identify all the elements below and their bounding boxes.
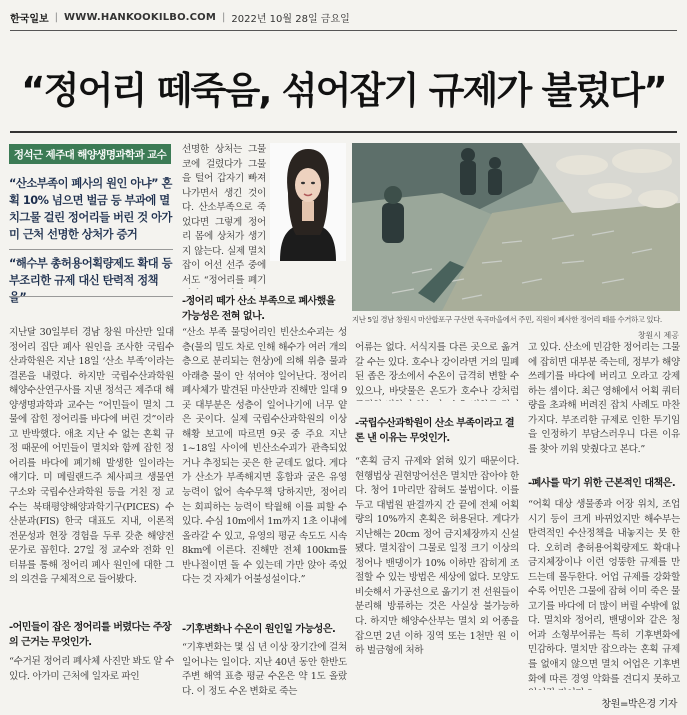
- headline-rule: [10, 131, 677, 133]
- question: -기후변화나 수온이 원인일 가능성은.: [182, 624, 336, 635]
- photo-caption: 지난 5일 경남 창원시 마산합포구 구산면 욱곡마을에서 주민, 직원이 폐사한 정어리 떼를 수거하고 있다.: [352, 315, 662, 324]
- photo-credit: 창원시 제공: [637, 331, 679, 340]
- answer-text: “기후변화는 몇 십 년 이상 장기간에 걸쳐 일어나는 일이다. 지난 40년 동안 한반도 주변 해역 표층 평균 수온은 약 1도 올랐다. 이 정도 수온 변화로 죽는: [182, 642, 347, 697]
- question: -정어리 떼가 산소 부족으로 폐사했을 가능성은 전혀 없나.: [182, 296, 335, 322]
- issue-date: 2022년 10월 28일 금요일: [231, 13, 350, 25]
- article-lead: 지난달 30일부터 경남 창원 마산만 일대 정어리 집단 폐사 원인을 조사한 국립수산과학원은 지난 18일 ‘산소 부족’이라는 결론을 내렸다. 하지만 국립수산과학원 해양수산연구사를 지낸 정석근 제주대 해양생명과학과 교수는 “어민들이 멸치 그물에 잡힌 정어리를 바다에 버린 것”이라고 반박했다. 애초 지난 수 없는 혼획 규정 때문에 어민들이 멸치와 함께 잡힌 정어리를 바다에 폐기해 발생한 일이라는 얘기다. 미 메릴랜드주 체사피크 생물연구소와 국립수산과학원 등을 거친 정 교수는 북태평양해양과학기구(PICES) 수산분과(FIS) 한국 대표도 지내, 이론적 전문성과 현장 경험을 두루 갖춘 해양전문가로 꼽힌다. 27일 정 교수와 전화 인터뷰를 통해 정어리 폐사 원인에 대한 그의 의견을 구체적으로 들어봤다.: [9, 327, 174, 586]
- answer-text: 어류는 없다. 서식지를 다른 곳으로 옮겨갈 수는 있다. 호수나 강이라면 거의 밀폐된 좁은 장소에서 수온이 급격히 변할 수 있으나, 바닷물은 온도가 호수나 강처럼: [355, 342, 519, 397]
- deck-primary: “산소부족이 폐사의 원인 아냐” 혼획 10% 넘으면 벌금 등 부과에 멸치그물 걸린 정어리들 버린 것 아가미 근처 선명한 상처가 증거: [9, 177, 172, 241]
- deck-secondary: “해수부 총허용어획량제도 확대 등 부조리한 규제 대신 탄력적 정책을”: [9, 257, 173, 304]
- question: -폐사를 막기 위한 근본적인 대책은.: [528, 478, 676, 489]
- question: -국립수산과학원이 산소 부족이라고 결론 낸 이유는 무엇인가.: [355, 418, 515, 444]
- newspaper-url[interactable]: WWW.HANKOOKILBO.COM: [64, 11, 217, 23]
- deck-divider: [9, 296, 173, 297]
- separator: |: [54, 11, 59, 23]
- interviewee-tag: 정석근 제주대 해양생명과학과 교수: [9, 144, 171, 164]
- answer-text: 선명한 상처는 그물코에 걸렸다가 그물을 털어 갑자기 빠져나가면서 생긴 것이다. 산소부족으로 죽었다면 그렇게 정어리 몸에 상처가 생기지 않는다. 실제 멸치잡이 어선 선주 중에서도 “정어리를 폐기: [182, 144, 266, 286]
- author-portrait: [270, 143, 346, 261]
- answer-text: “수거된 정어리 폐사체 사진만 봐도 알 수 있다. 아가미 근처에 일자로 파인: [9, 656, 174, 682]
- byline: 창원=박은경 기자: [601, 699, 677, 710]
- masthead-rule: [10, 30, 677, 31]
- question: -어민들이 잡은 정어리를 버렸다는 주장의 근거는 무엇인가.: [9, 622, 172, 648]
- answer-text: “혼획 금지 규제와 얽혀 있기 때문이다. 현행법상 권현망어선은 멸치만 잡아야 한다. 청어 1마리만 잡혀도 불법이다. 이를 두고 대법원 판결까지 간 끝에 전체 어획량의 10%까지 혼획은 허용된다. 게다가 지난해는 20cm 정어 금지체장까지 신설됐다. 멸치잡이 그물로 일정 크기 이상의 정어나 밴댕이가 10% 이하만 잡히게 조절할 수 있는 방법은 세상에 없다. 모양도 비슷해서 가공선으로 옮기기 전 선원들이 분리해 방류하는 것은 사실상 불가능하다. 하지만 해양수산부는 멸치 외 어종을 잡으면 2년 이하 징역 또는 1천만 원 이하 벌금형에 처하: [355, 456, 519, 657]
- answer-text: “어획 대상 생물종과 어장 위치, 조업시기 등이 크게 바뀌었지만 해수부는 탄력적인 수산정책을 내놓지는 못 한다. 오히려 총허용어획량제도 확대나 금지체장이나 이런 엉뚱한 규제를 만드는데 몰두한다. 어업 규제를 강화할수록 어민은 그물에 잡혀 이미 죽은 물고기를 바다에 더 많이 버릴 수밖에 없다. 멸치와 정어리, 밴댕이와 같은 청어과 소형부어류는 특히 기후변화에 민감하다. 멸치만 잡으라는 혼획 규제를 없애지 않으면 멸치 어업은 기후변화에 따른 경영 악화를 견디지 못하고: [528, 499, 680, 685]
- answer-text: 고 있다. 산소에 민감한 정어리는 그물에 잡히면 대부분 죽는데, 정부가 해양쓰레기를 바다에 버리고 오라고 강제하는 셈이다. 최근 영해에서 어획 쿼터량을 초과해 버려진 잡치 사례도 마찬가지다. 부조리한 규제로 인한 투기임을 인정하기 부담스러우니 다른 이유를 찾아 끼워 맞췄다고 본다.”: [528, 342, 680, 455]
- answer-text: “산소 부족 물덩어리인 빈산소수괴는 성층(물의 밀도 차로 인해 해수가 여러 개의 층으로 분리되는 현상)에 의해 위층 물과 아래층 물이 안 섞여야 일어난다. 정어리 폐사체가 발견된 마산만과 진해만 일대 9곳 대부분은 성층이 일어나기에 너무 얕은 곳이다. 실제 국립수산과학원의 이상해황 보고에 따르면 9곳 중 주요 지난 1~18일 사이에 빈산소수괴가 관측되었거나 추정되는 곳은 한 군데도 없다. 게다가 산소가 부족해지면 홍합과 굴은 유영 능력이 없어 속수무책 당하지만, 정어리는 회피하는 능력이 탁월해 이를 피할 수 있다. 수심 10m에서 1m까지 1초 이내에 올라갈 수 있고, 유영의 평균 속도도 시속 8km에 이른다. 진해만 전체 100km를 반나절이면 돌 수 있는데 가만 앉아 죽었다는 것 자체가 어불성설이다.”: [182, 327, 347, 586]
- news-photo: [352, 143, 680, 311]
- portrait-image: [270, 143, 346, 261]
- headline: “정어리 떼죽음, 섞어잡기 규제가 불렀다”: [21, 69, 666, 112]
- photo-image: [352, 143, 680, 311]
- masthead: [10, 8, 677, 26]
- newspaper-name: 한국일보: [10, 13, 49, 25]
- deck-divider: [9, 249, 173, 250]
- separator: |: [222, 11, 226, 23]
